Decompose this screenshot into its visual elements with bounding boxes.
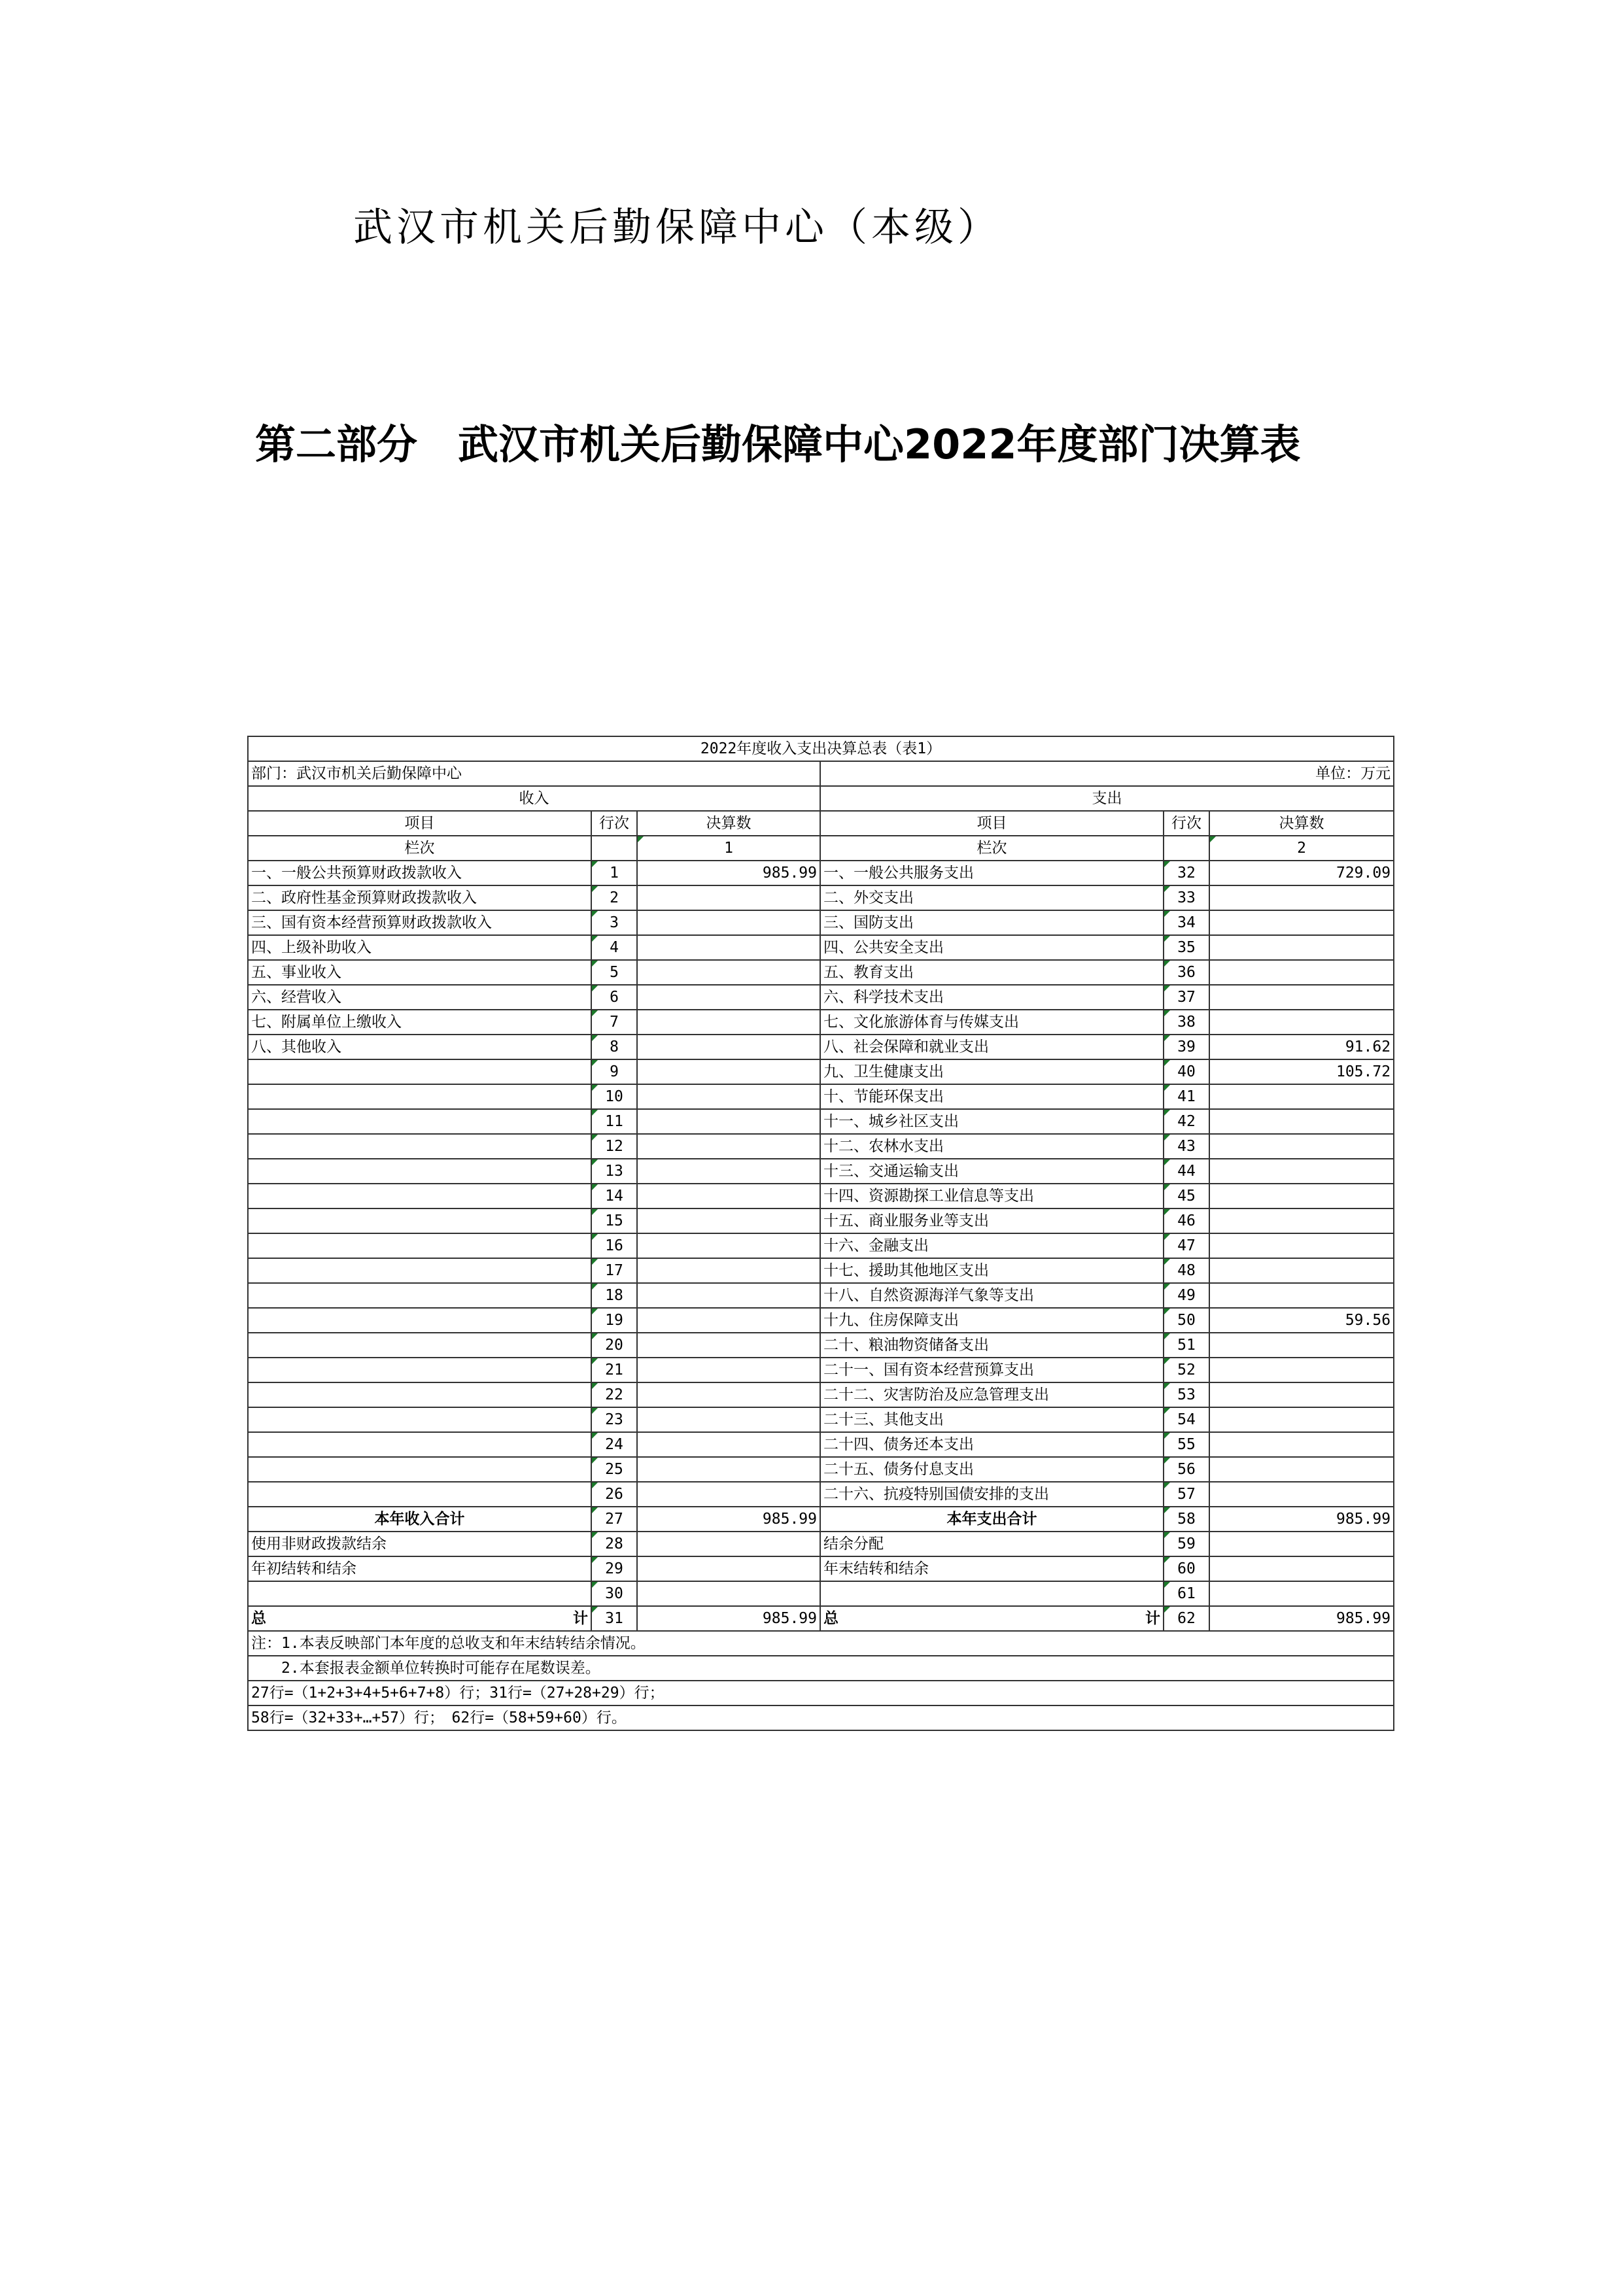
carry-row	[248, 1532, 1394, 1556]
expense-line: 49	[1164, 1283, 1209, 1308]
expense-line: 43	[1164, 1134, 1209, 1159]
income-line: 7	[591, 1010, 637, 1035]
note-row	[248, 1631, 1394, 1656]
expense-item: 结余分配	[820, 1532, 1164, 1556]
expense-line: 38	[1164, 1010, 1209, 1035]
expense-item: 二十二、灾害防治及应急管理支出	[820, 1382, 1164, 1407]
income-item	[248, 1482, 591, 1507]
income-subtotal-amount: 985.99	[637, 1507, 820, 1532]
income-line: 30	[591, 1581, 637, 1606]
income-item	[248, 1581, 591, 1606]
income-amount	[637, 1532, 820, 1556]
expense-item: 二十、粮油物资储备支出	[820, 1333, 1164, 1358]
income-line: 13	[591, 1159, 637, 1184]
income-amount	[637, 1382, 820, 1407]
expense-line: 56	[1164, 1457, 1209, 1482]
expense-amount	[1209, 1532, 1394, 1556]
table-row	[248, 1159, 1394, 1184]
expense-item: 五、教育支出	[820, 960, 1164, 985]
expense-item: 十三、交通运输支出	[820, 1159, 1164, 1184]
income-item	[248, 1109, 591, 1134]
income-amount	[637, 1134, 820, 1159]
expense-amount	[1209, 1184, 1394, 1208]
expense-subtotal-amount: 985.99	[1209, 1507, 1394, 1532]
expense-line: 40	[1164, 1059, 1209, 1084]
table-row	[248, 910, 1394, 935]
income-item: 使用非财政拨款结余	[248, 1532, 591, 1556]
table-row	[248, 1482, 1394, 1507]
expense-amount: 59.56	[1209, 1308, 1394, 1333]
income-amount	[637, 1208, 820, 1233]
budget-summary-table	[247, 736, 1393, 1731]
income-item	[248, 1457, 591, 1482]
total-label-left: 总	[251, 1610, 266, 1627]
income-line: 16	[591, 1233, 637, 1258]
income-item	[248, 1432, 591, 1457]
expense-amount	[1209, 1134, 1394, 1159]
expense-item: 七、文化旅游体育与传媒支出	[820, 1010, 1164, 1035]
expense-item: 十四、资源勘探工业信息等支出	[820, 1184, 1164, 1208]
income-total-label	[248, 1606, 591, 1631]
table-row	[248, 1035, 1394, 1059]
income-item	[248, 1184, 591, 1208]
income-amount	[637, 1482, 820, 1507]
income-amount	[637, 1358, 820, 1382]
expense-total-amount: 985.99	[1209, 1606, 1394, 1631]
income-item: 一、一般公共预算财政拨款收入	[248, 861, 591, 885]
expense-line: 39	[1164, 1035, 1209, 1059]
expense-subtotal-label: 本年支出合计	[820, 1507, 1164, 1532]
expense-item: 三、国防支出	[820, 910, 1164, 935]
note-text: 27行=（1+2+3+4+5+6+7+8）行；31行=（27+28+29）行；	[248, 1681, 1394, 1705]
expense-item: 年末结转和结余	[820, 1556, 1164, 1581]
expense-amount	[1209, 1208, 1394, 1233]
income-line: 9	[591, 1059, 637, 1084]
table-row	[248, 1109, 1394, 1134]
expense-line: 32	[1164, 861, 1209, 885]
income-line: 26	[591, 1482, 637, 1507]
income-amount	[637, 1035, 820, 1059]
note-row	[248, 1681, 1394, 1705]
table-row	[248, 1407, 1394, 1432]
expense-line: 44	[1164, 1159, 1209, 1184]
income-col-amount: 决算数	[637, 811, 820, 836]
expense-amount	[1209, 1556, 1394, 1581]
income-line: 10	[591, 1084, 637, 1109]
income-line: 21	[591, 1358, 637, 1382]
income-line: 20	[591, 1333, 637, 1358]
income-line: 2	[591, 885, 637, 910]
income-item	[248, 1059, 591, 1084]
table-row	[248, 1134, 1394, 1159]
total-label-left: 总	[823, 1610, 838, 1627]
expense-total-label	[820, 1606, 1164, 1631]
expense-amount: 729.09	[1209, 861, 1394, 885]
income-amount	[637, 910, 820, 935]
expense-item: 二十三、其他支出	[820, 1407, 1164, 1432]
income-line: 11	[591, 1109, 637, 1134]
income-amount	[637, 1581, 820, 1606]
table-row	[248, 1457, 1394, 1482]
expense-amount	[1209, 1581, 1394, 1606]
expense-amount	[1209, 1457, 1394, 1482]
expense-item: 九、卫生健康支出	[820, 1059, 1164, 1084]
expense-item: 十八、自然资源海洋气象等支出	[820, 1283, 1164, 1308]
table-row	[248, 1333, 1394, 1358]
expense-line: 33	[1164, 885, 1209, 910]
income-amount	[637, 1010, 820, 1035]
note-row	[248, 1656, 1394, 1681]
table-row	[248, 1233, 1394, 1258]
expense-item: 十二、农林水支出	[820, 1134, 1164, 1159]
income-amount	[637, 1457, 820, 1482]
income-item	[248, 1134, 591, 1159]
income-col-line: 行次	[591, 811, 637, 836]
income-line: 28	[591, 1532, 637, 1556]
expense-amount	[1209, 960, 1394, 985]
expense-index-label: 栏次	[820, 836, 1164, 861]
income-amount	[637, 1084, 820, 1109]
expense-header: 支出	[820, 786, 1394, 811]
expense-item: 二十六、抗疫特别国债安排的支出	[820, 1482, 1164, 1507]
income-amount	[637, 1556, 820, 1581]
expense-line: 42	[1164, 1109, 1209, 1134]
expense-line: 34	[1164, 910, 1209, 935]
expense-subtotal-line: 58	[1164, 1507, 1209, 1532]
income-item	[248, 1407, 591, 1432]
table-row	[248, 935, 1394, 960]
income-header: 收入	[248, 786, 820, 811]
income-amount	[637, 1407, 820, 1432]
income-line: 23	[591, 1407, 637, 1432]
org-title: 武汉市机关后勤保障中心（本级）	[353, 205, 1001, 250]
expense-line: 37	[1164, 985, 1209, 1010]
table-row	[248, 985, 1394, 1010]
income-subtotal-line: 27	[591, 1507, 637, 1532]
income-index-label: 栏次	[248, 836, 591, 861]
expense-line: 45	[1164, 1184, 1209, 1208]
expense-amount	[1209, 1358, 1394, 1382]
expense-item: 十五、商业服务业等支出	[820, 1208, 1164, 1233]
income-item	[248, 1084, 591, 1109]
expense-item: 二十四、债务还本支出	[820, 1432, 1164, 1457]
expense-amount	[1209, 985, 1394, 1010]
expense-amount	[1209, 885, 1394, 910]
table-row	[248, 1283, 1394, 1308]
expense-line: 50	[1164, 1308, 1209, 1333]
table-row	[248, 1084, 1394, 1109]
income-item	[248, 1283, 591, 1308]
income-index-number: 1	[637, 836, 820, 861]
expense-amount	[1209, 1333, 1394, 1358]
income-line: 29	[591, 1556, 637, 1581]
income-line: 18	[591, 1283, 637, 1308]
expense-item: 十六、金融支出	[820, 1233, 1164, 1258]
income-item	[248, 1382, 591, 1407]
income-amount	[637, 1258, 820, 1283]
income-line: 8	[591, 1035, 637, 1059]
income-line: 15	[591, 1208, 637, 1233]
income-item	[248, 1308, 591, 1333]
note-text: 注：1.本表反映部门本年度的总收支和年末结转结余情况。	[248, 1631, 1394, 1656]
expense-line: 55	[1164, 1432, 1209, 1457]
note-text: 58行=（32+33+…+57）行； 62行=（58+59+60）行。	[248, 1705, 1394, 1730]
expense-item: 六、科学技术支出	[820, 985, 1164, 1010]
expense-line: 54	[1164, 1407, 1209, 1432]
expense-line: 60	[1164, 1556, 1209, 1581]
expense-line: 59	[1164, 1532, 1209, 1556]
expense-line: 36	[1164, 960, 1209, 985]
income-line: 19	[591, 1308, 637, 1333]
expense-item	[820, 1581, 1164, 1606]
unit-label: 单位：万元	[820, 761, 1394, 786]
income-line: 25	[591, 1457, 637, 1482]
expense-total-line: 62	[1164, 1606, 1209, 1631]
income-amount	[637, 1333, 820, 1358]
income-line: 17	[591, 1258, 637, 1283]
income-amount	[637, 1109, 820, 1134]
total-row	[248, 1606, 1394, 1631]
expense-amount	[1209, 1159, 1394, 1184]
table-row	[248, 1184, 1394, 1208]
table-row	[248, 1059, 1394, 1084]
income-item: 七、附属单位上缴收入	[248, 1010, 591, 1035]
carry-row	[248, 1581, 1394, 1606]
table-title: 2022年度收入支出决算总表（表1）	[248, 736, 1394, 761]
table-row	[248, 861, 1394, 885]
sheet-table	[247, 736, 1394, 1731]
expense-amount	[1209, 935, 1394, 960]
expense-line: 35	[1164, 935, 1209, 960]
expense-amount	[1209, 1109, 1394, 1134]
income-amount	[637, 885, 820, 910]
expense-amount	[1209, 1258, 1394, 1283]
income-item	[248, 1258, 591, 1283]
income-total-line: 31	[591, 1606, 637, 1631]
expense-col-item: 项目	[820, 811, 1164, 836]
income-item: 三、国有资本经营预算财政拨款收入	[248, 910, 591, 935]
note-text: 2.本套报表金额单位转换时可能存在尾数误差。	[248, 1656, 1394, 1681]
expense-col-line: 行次	[1164, 811, 1209, 836]
income-total-amount: 985.99	[637, 1606, 820, 1631]
income-item: 四、上级补助收入	[248, 935, 591, 960]
expense-item: 十九、住房保障支出	[820, 1308, 1164, 1333]
income-amount	[637, 1283, 820, 1308]
expense-amount	[1209, 1010, 1394, 1035]
expense-item: 四、公共安全支出	[820, 935, 1164, 960]
income-item	[248, 1233, 591, 1258]
income-amount	[637, 1159, 820, 1184]
expense-amount	[1209, 1382, 1394, 1407]
expense-line: 46	[1164, 1208, 1209, 1233]
expense-amount: 105.72	[1209, 1059, 1394, 1084]
income-amount	[637, 1233, 820, 1258]
dept-label: 部门：武汉市机关后勤保障中心	[248, 761, 820, 786]
table-row	[248, 960, 1394, 985]
table-row	[248, 1358, 1394, 1382]
expense-amount	[1209, 1283, 1394, 1308]
income-item: 八、其他收入	[248, 1035, 591, 1059]
subtotal-row	[248, 1507, 1394, 1532]
income-amount	[637, 985, 820, 1010]
expense-amount	[1209, 1482, 1394, 1507]
income-amount: 985.99	[637, 861, 820, 885]
expense-item: 十一、城乡社区支出	[820, 1109, 1164, 1134]
income-line: 4	[591, 935, 637, 960]
expense-item: 八、社会保障和就业支出	[820, 1035, 1164, 1059]
table-row	[248, 1308, 1394, 1333]
table-row	[248, 1382, 1394, 1407]
income-item: 年初结转和结余	[248, 1556, 591, 1581]
income-amount	[637, 1432, 820, 1457]
income-item: 六、经营收入	[248, 985, 591, 1010]
expense-item: 十七、援助其他地区支出	[820, 1258, 1164, 1283]
table-row	[248, 1258, 1394, 1283]
income-item	[248, 1358, 591, 1382]
expense-line: 52	[1164, 1358, 1209, 1382]
expense-line: 61	[1164, 1581, 1209, 1606]
income-item: 二、政府性基金预算财政拨款收入	[248, 885, 591, 910]
expense-line: 57	[1164, 1482, 1209, 1507]
expense-line: 48	[1164, 1258, 1209, 1283]
income-line: 24	[591, 1432, 637, 1457]
expense-item: 二十一、国有资本经营预算支出	[820, 1358, 1164, 1382]
expense-index-number: 2	[1209, 836, 1394, 861]
income-line: 22	[591, 1382, 637, 1407]
total-label-right: 计	[573, 1610, 588, 1627]
total-label-right: 计	[1145, 1610, 1160, 1627]
income-item	[248, 1208, 591, 1233]
expense-line: 41	[1164, 1084, 1209, 1109]
table-row	[248, 1432, 1394, 1457]
expense-line: 47	[1164, 1233, 1209, 1258]
income-line: 5	[591, 960, 637, 985]
income-line: 14	[591, 1184, 637, 1208]
income-col-item: 项目	[248, 811, 591, 836]
expense-line: 51	[1164, 1333, 1209, 1358]
income-amount	[637, 1059, 820, 1084]
income-item	[248, 1333, 591, 1358]
table-row	[248, 885, 1394, 910]
expense-amount	[1209, 1233, 1394, 1258]
expense-amount: 91.62	[1209, 1035, 1394, 1059]
income-line: 6	[591, 985, 637, 1010]
table-row	[248, 1208, 1394, 1233]
income-amount	[637, 960, 820, 985]
income-amount	[637, 1184, 820, 1208]
income-line: 1	[591, 861, 637, 885]
expense-item: 二十五、债务付息支出	[820, 1457, 1164, 1482]
income-line: 12	[591, 1134, 637, 1159]
income-amount	[637, 935, 820, 960]
expense-item: 二、外交支出	[820, 885, 1164, 910]
note-row	[248, 1705, 1394, 1730]
expense-col-amount: 决算数	[1209, 811, 1394, 836]
carry-row	[248, 1556, 1394, 1581]
expense-amount	[1209, 1407, 1394, 1432]
expense-amount	[1209, 1084, 1394, 1109]
income-subtotal-label: 本年收入合计	[248, 1507, 591, 1532]
expense-amount	[1209, 910, 1394, 935]
part-title: 第二部分 武汉市机关后勤保障中心2022年度部门决算表	[255, 420, 1301, 468]
expense-item: 一、一般公共服务支出	[820, 861, 1164, 885]
expense-item: 十、节能环保支出	[820, 1084, 1164, 1109]
expense-line: 53	[1164, 1382, 1209, 1407]
table-row	[248, 1010, 1394, 1035]
income-item: 五、事业收入	[248, 960, 591, 985]
income-amount	[637, 1308, 820, 1333]
income-line: 3	[591, 910, 637, 935]
expense-amount	[1209, 1432, 1394, 1457]
income-item	[248, 1159, 591, 1184]
